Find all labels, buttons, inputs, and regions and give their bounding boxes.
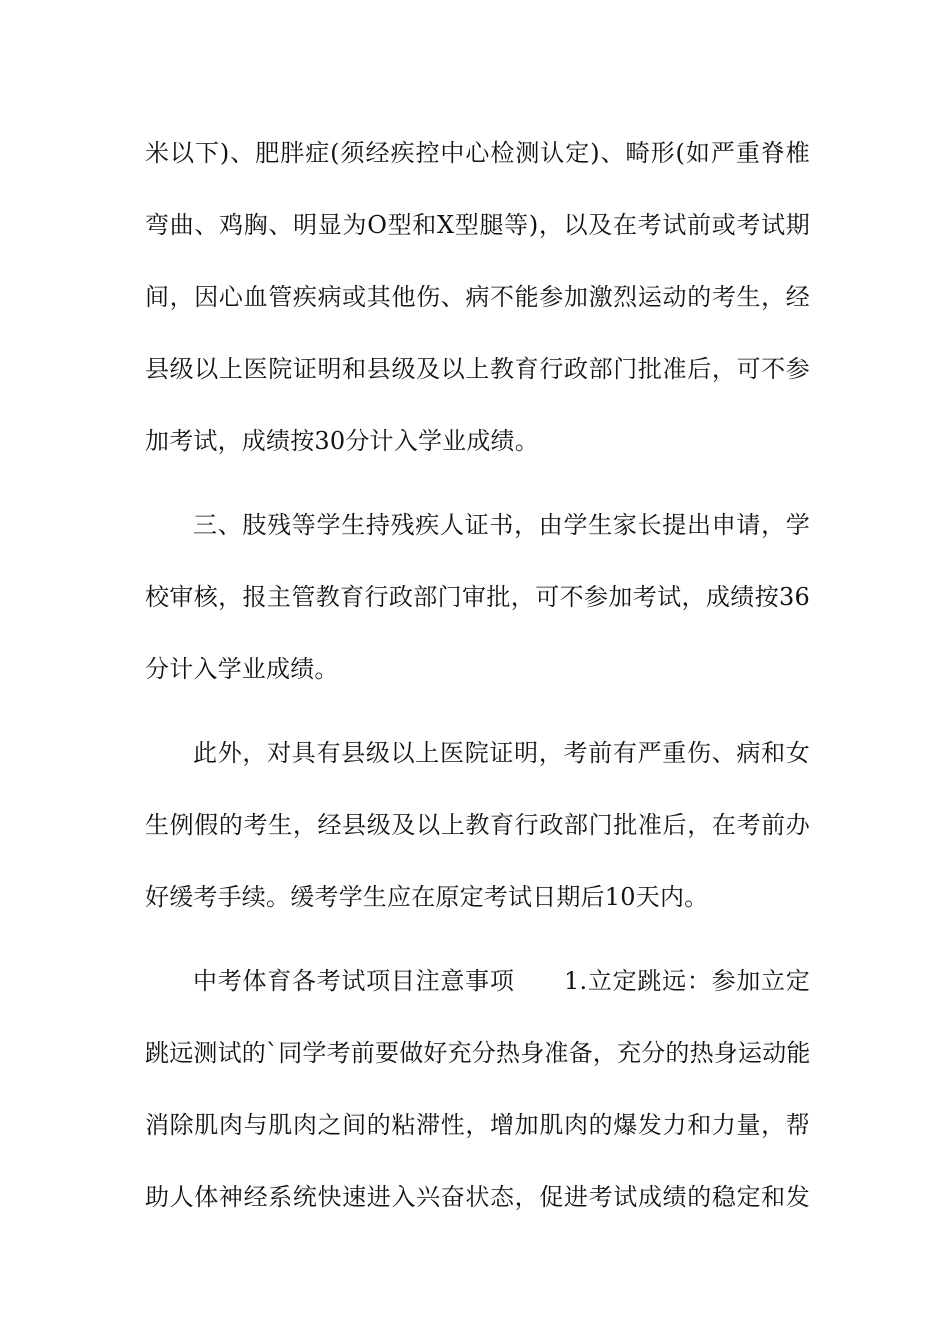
text-line-4: 县级以上医院证明和县级及以上教育行政部门批准后，可不参 [145, 355, 810, 383]
text-line-14: 消除肌肉与肌肉之间的粘滞性，增加肌肉的爆发力和力量，帮 [145, 1111, 810, 1139]
text-line-15: 助人体神经系统快速进入兴奋状态，促进考试成绩的稳定和发 [145, 1183, 810, 1211]
text-line-11: 好缓考手续。缓考学生应在原定考试日期后10天内。 [145, 883, 709, 911]
text-line-10: 生例假的考生，经县级及以上教育行政部门批准后，在考前办 [145, 811, 810, 839]
text-line-3: 间，因心血管疾病或其他伤、病不能参加激烈运动的考生，经 [145, 283, 810, 311]
text-line-2: 弯曲、鸡胸、明显为O型和X型腿等)，以及在考试前或考试期 [145, 211, 810, 239]
text-line-13: 跳远测试的`同学考前要做好充分热身准备，充分的热身运动能 [145, 1039, 811, 1067]
text-line-1: 米以下)、肥胖症(须经疾控中心检测认定)、畸形(如严重脊椎 [145, 139, 810, 167]
text-line-8: 分计入学业成绩。 [145, 655, 339, 683]
text-line-5: 加考试，成绩按30分计入学业成绩。 [145, 427, 539, 455]
text-line-6: 三、肢残等学生持残疾人证书，由学生家长提出申请，学 [193, 511, 810, 539]
text-line-9: 此外，对具有县级以上医院证明，考前有严重伤、病和女 [193, 739, 810, 767]
text-line-7: 校审核，报主管教育行政部门审批，可不参加考试，成绩按36 [145, 583, 810, 611]
text-line-12: 中考体育各考试项目注意事项 1.立定跳远：参加立定 [193, 967, 810, 995]
